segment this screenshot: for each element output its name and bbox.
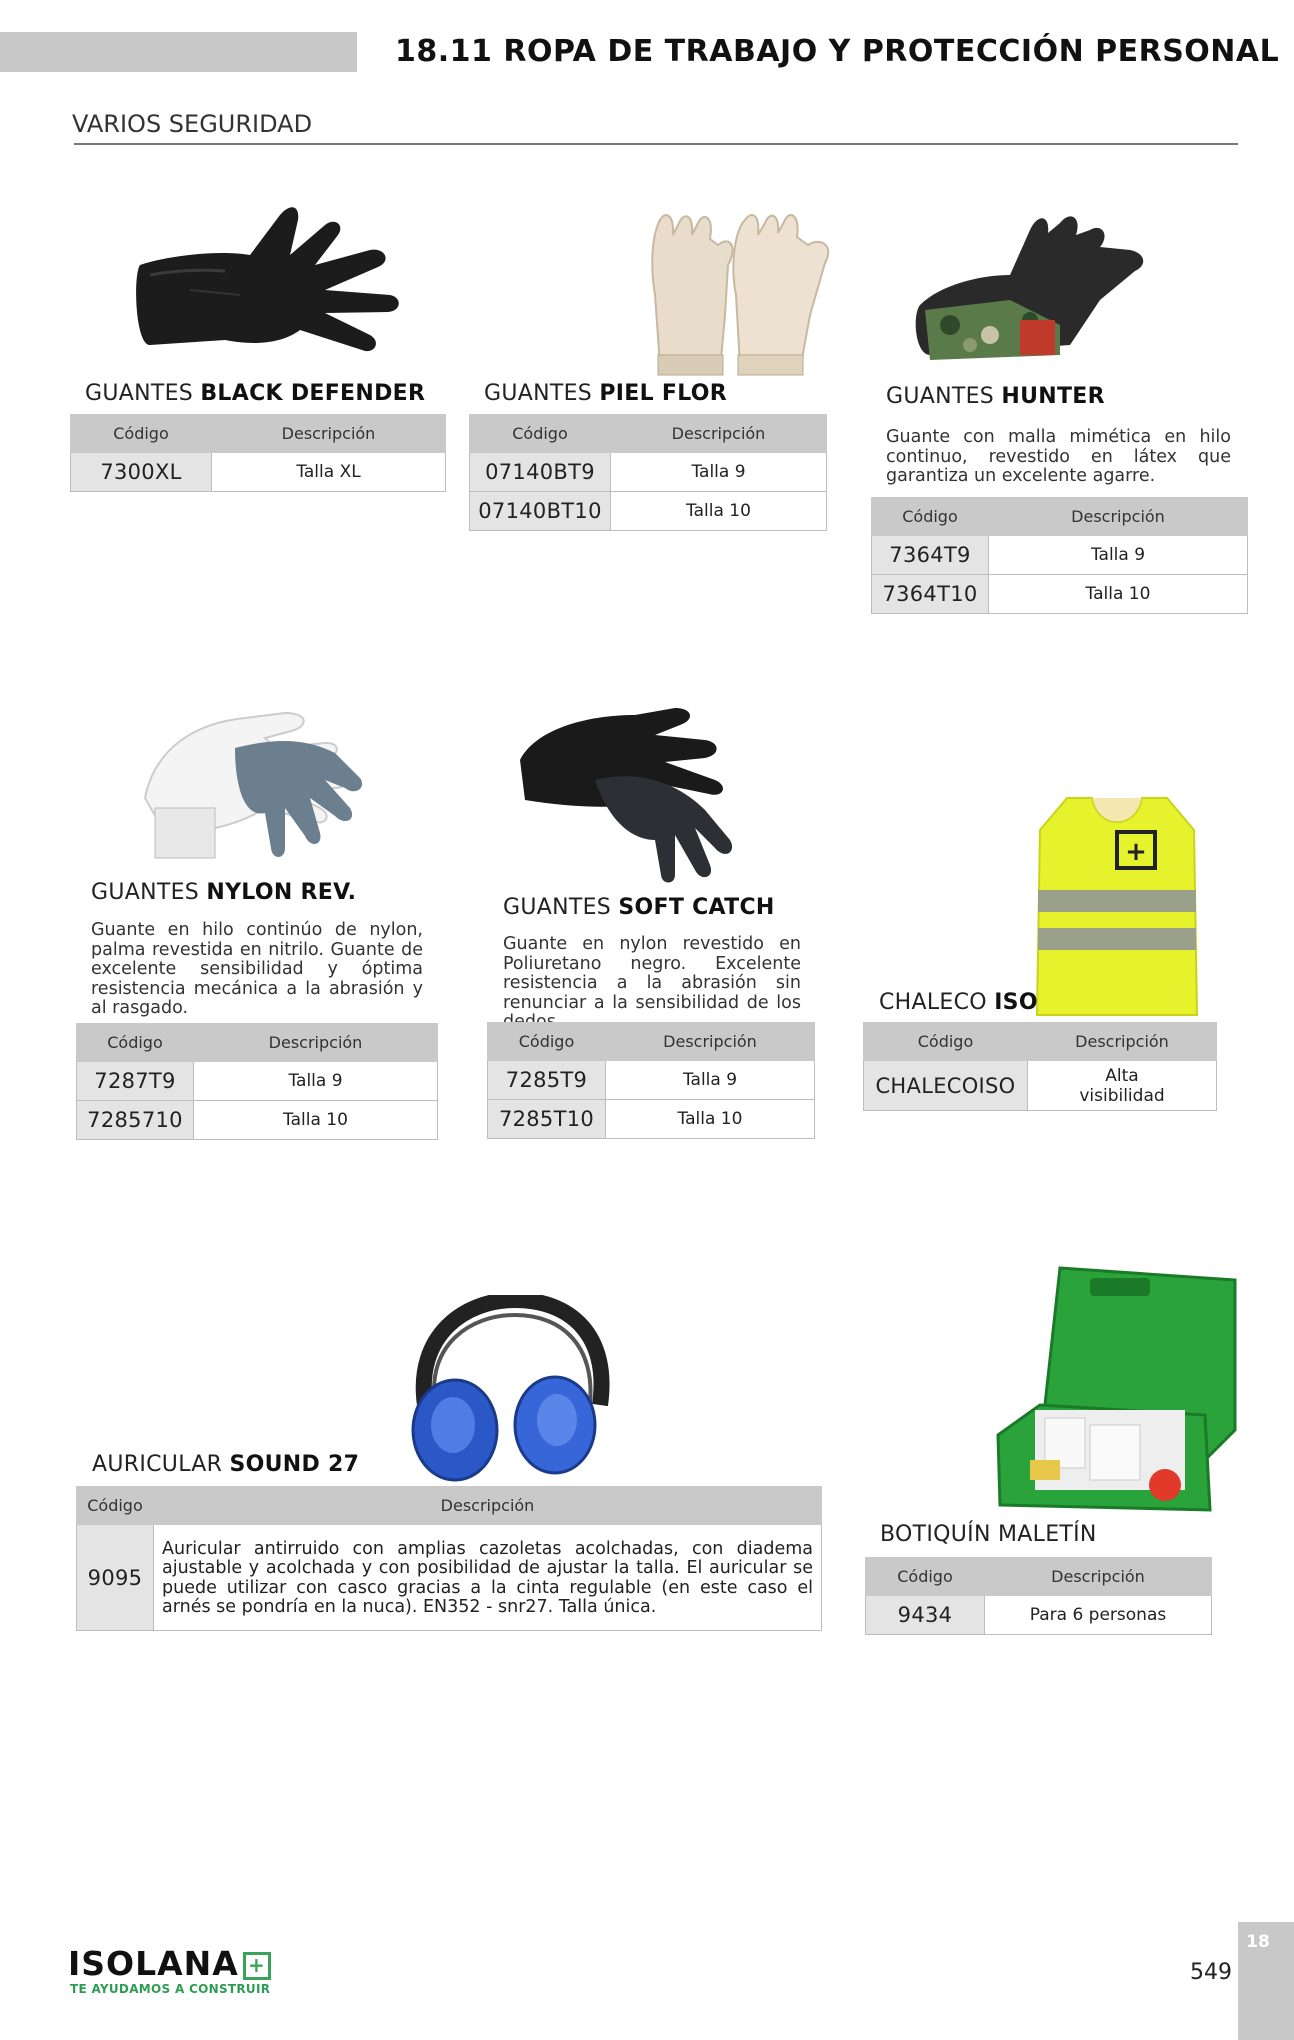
product-description: Talla 9 [606, 1061, 815, 1100]
table-row [77, 1101, 438, 1140]
table-piel-flor [469, 414, 827, 531]
product-title-soft-catch: GUANTES SOFT CATCH [503, 895, 775, 920]
header-bar [0, 32, 357, 72]
product-description: Talla 10 [194, 1101, 438, 1140]
column-header-description: Descripción [606, 1023, 815, 1061]
product-description: Talla 10 [989, 575, 1248, 614]
table-soft-catch [487, 1022, 815, 1139]
product-description: Para 6 personas [985, 1596, 1212, 1635]
product-description: Talla XL [212, 453, 446, 492]
product-description-soft-catch: Guante en nylon revestido en Poliuretano negro. Excelente resistencia a la abrasión sin renunciar a la sensibilidad de los [503, 934, 801, 1013]
product-description: Talla 10 [611, 492, 827, 531]
product-title-nylon-rev: GUANTES NYLON REV. [91, 880, 357, 905]
table-row [470, 453, 827, 492]
product-code: 07140BT10 [470, 492, 611, 531]
column-header-code: Código [77, 1024, 194, 1062]
column-header-code: Código [866, 1558, 985, 1596]
product-title-sound-27: AURICULAR SOUND 27 [92, 1452, 360, 1477]
page-title: 18.11 ROPA DE TRABAJO Y PROTECCIÓN PERSONAL [395, 34, 1280, 69]
product-code: 7285T9 [488, 1061, 606, 1100]
product-description: Talla 9 [611, 453, 827, 492]
product-description: Talla 10 [606, 1100, 815, 1139]
table-chaleco-iso [863, 1022, 1217, 1111]
product-title-piel-flor: GUANTES PIEL FLOR [484, 381, 727, 406]
table-row [71, 453, 446, 492]
svg-text:+: + [1125, 837, 1147, 867]
column-header-code: Código [864, 1023, 1028, 1061]
column-header-description: Descripción [154, 1487, 822, 1525]
logo-mark-icon: + [243, 1952, 271, 1980]
table-row [866, 1596, 1212, 1635]
product-description: Alta visibilidad [1028, 1061, 1217, 1111]
product-description-hunter: Guante con malla mimética en hilo continuo, revestido en látex que garantiza un excelente agarre. [886, 427, 1231, 486]
column-header-description: Descripción [194, 1024, 438, 1062]
safety-vest-image [1032, 790, 1202, 1020]
product-code: 7364T9 [872, 536, 989, 575]
column-header-code: Código [872, 498, 989, 536]
first-aid-case-image [990, 1260, 1245, 1540]
column-header-code: Código [71, 415, 212, 453]
product-description: Talla 9 [194, 1062, 438, 1101]
product-code: 7300XL [71, 453, 212, 492]
section-title: VARIOS SEGURIDAD [72, 110, 313, 138]
product-code: 7285T10 [488, 1100, 606, 1139]
column-header-description: Descripción [989, 498, 1248, 536]
product-code: CHALECOISO [864, 1061, 1028, 1111]
ear-muffs-image [395, 1295, 620, 1485]
table-sound-27 [76, 1486, 822, 1631]
product-code: 7364T10 [872, 575, 989, 614]
page-number: 549 [1190, 1960, 1232, 1985]
product-title-hunter: GUANTES HUNTER [886, 384, 1105, 409]
column-header-description: Descripción [1028, 1023, 1217, 1061]
table-row [864, 1061, 1217, 1111]
section-divider [74, 143, 1238, 145]
table-row [488, 1061, 815, 1100]
product-code: 9434 [866, 1596, 985, 1635]
brand-tagline: TE AYUDAMOS A CONSTRUIR [70, 1982, 271, 1996]
column-header-description: Descripción [212, 415, 446, 453]
product-title-botiquin: BOTIQUÍN MALETÍN [880, 1522, 1097, 1547]
product-title-chaleco-iso: CHALECO ISO [879, 990, 1038, 1015]
column-header-code: Código [488, 1023, 606, 1061]
product-code: 07140BT9 [470, 453, 611, 492]
leather-glove-image [640, 205, 855, 380]
column-header-code: Código [470, 415, 611, 453]
table-row [470, 492, 827, 531]
table-nylon-rev [76, 1023, 438, 1140]
black-glove-image [130, 195, 410, 380]
column-header-description: Descripción [985, 1558, 1212, 1596]
table-row [872, 575, 1248, 614]
camo-glove-image [910, 205, 1160, 370]
table-row [77, 1062, 438, 1101]
brand-logo: ISOLANA + [68, 1944, 271, 1983]
column-header-code: Código [77, 1487, 154, 1525]
table-botiquin [865, 1557, 1212, 1635]
table-row [77, 1525, 822, 1631]
product-description-nylon-rev: Guante en hilo continúo de nylon, palma revestida en nitrilo. Guante de excelente sensibilidad y óptima resistencia mecánica a la abrasión y al rasgado. [91, 920, 423, 1018]
product-description: Auricular antirruido con amplias cazoletas acolchadas, con diadema ajustable y acolchada y con posibilidad de ajustar la talla. El auricular se puede utilizar con casco gracias a la cinta regulable (en este caso el arnés se pondría en la nuca). EN352 - snr27. Talla única. [154, 1525, 822, 1631]
product-description: Talla 9 [989, 536, 1248, 575]
product-code: 7285710 [77, 1101, 194, 1140]
table-hunter [871, 497, 1248, 614]
table-row [488, 1100, 815, 1139]
product-code: 7287T9 [77, 1062, 194, 1101]
column-header-description: Descripción [611, 415, 827, 453]
table-row [872, 536, 1248, 575]
chapter-number: 18 [1246, 1932, 1270, 1952]
product-title-black-defender: GUANTES BLACK DEFENDER [85, 381, 426, 406]
product-code: 9095 [77, 1525, 154, 1631]
table-black-defender [70, 414, 446, 492]
nylon-glove-image [135, 708, 370, 873]
soft-catch-glove-image [515, 700, 740, 885]
